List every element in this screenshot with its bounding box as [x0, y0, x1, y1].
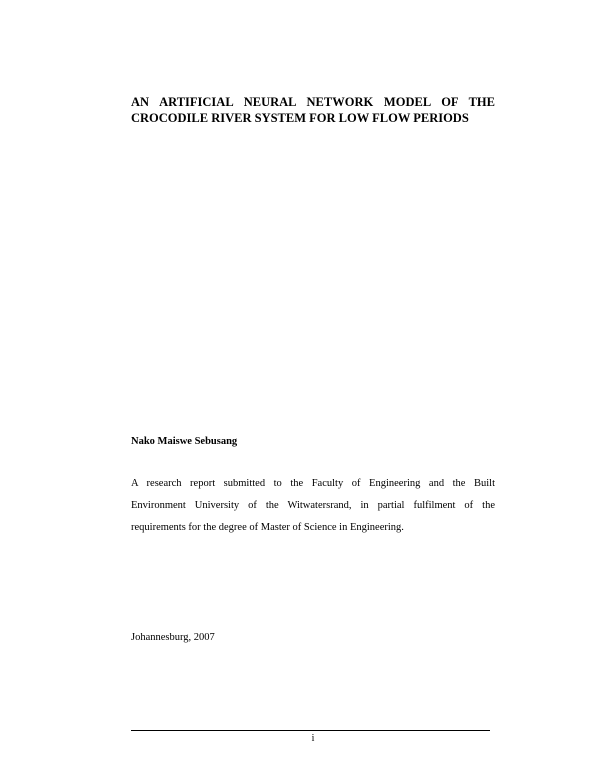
statement-line: A research report submitted to the Faculty of Engineering and the Built [131, 478, 495, 489]
statement-line: requirements for the degree of Master of Science in Engineering. [131, 522, 404, 533]
author-name: Nako Maiswe Sebusang [131, 436, 238, 447]
place-and-date: Johannesburg, 2007 [131, 632, 215, 643]
title-line: CROCODILE RIVER SYSTEM FOR LOW FLOW PERIODS [131, 111, 469, 125]
statement-line: Environment University of the Witwatersrand, in partial fulfilment of the [131, 500, 495, 511]
document-title [131, 94, 495, 126]
page-number: i [311, 733, 315, 744]
footer-divider [131, 730, 490, 731]
title-line: AN ARTIFICIAL NEURAL NETWORK MODEL OF THE [131, 95, 495, 109]
submission-statement [131, 473, 495, 539]
